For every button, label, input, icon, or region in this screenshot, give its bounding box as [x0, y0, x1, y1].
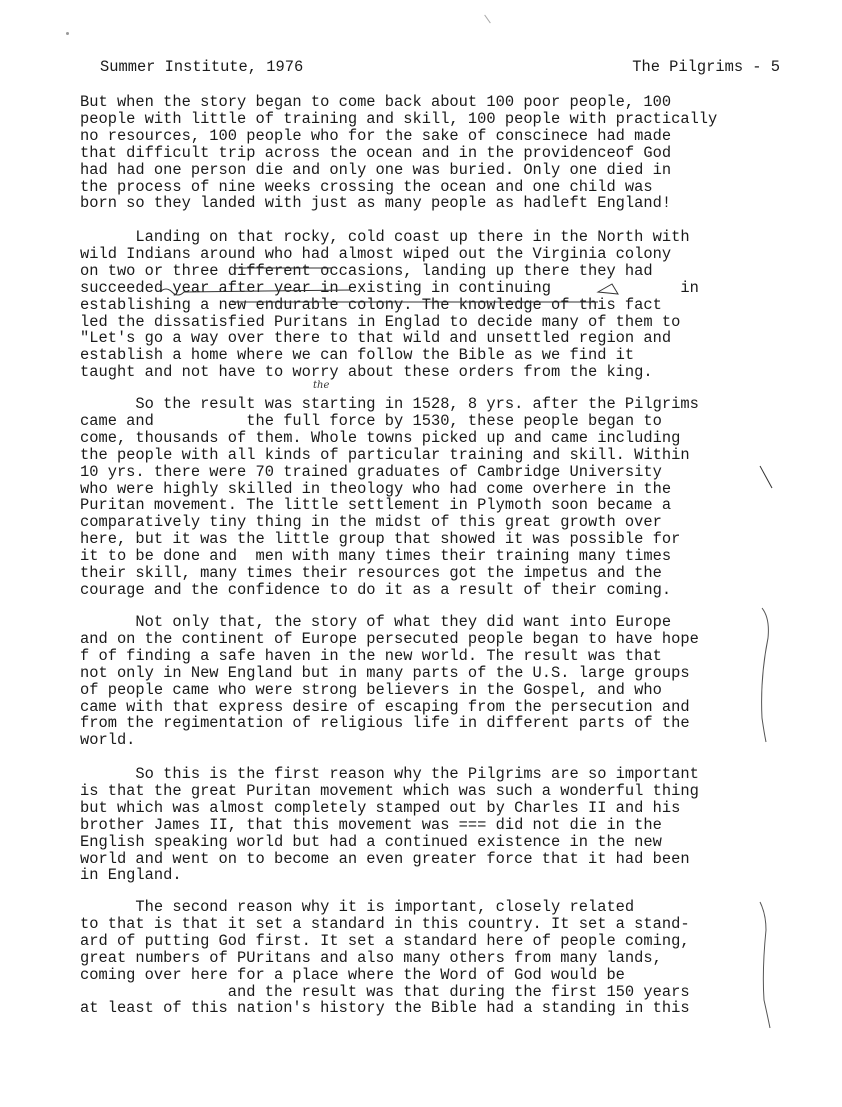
text-line: that difficult trip across the ocean and in the providenceof God: [80, 143, 672, 162]
speck-mark: [484, 15, 491, 24]
page-header: [100, 58, 780, 78]
text-line: Puritan movement. The little settlement in Plymoth soon became a: [80, 496, 672, 515]
text-line: 10 yrs. there were 70 trained graduates of Cambridge University: [80, 462, 662, 481]
text-line: comparatively tiny thing in the midst of this great growth over: [80, 513, 662, 532]
text-line: it to be done and men with many times their training many times: [80, 547, 672, 566]
text-line: English speaking world but had a continued existence in the new: [80, 832, 662, 851]
text-line: world and went on to become an even greater force that it had been: [80, 849, 690, 868]
text-line: wild Indians around who had almost wiped out the Virginia colony: [80, 244, 672, 263]
text-line: of people came who were strong believers in the Gospel, and who: [80, 680, 662, 699]
text-line: brother James II, that this movement was === did not die in the: [80, 815, 662, 834]
text-line: people with little of training and skill, 100 people with practically: [80, 109, 718, 128]
text-line: and on the continent of Europe persecuted people began to have hope: [80, 629, 699, 648]
text-line: their skill, many times their resources got the impetus and the: [80, 564, 662, 582]
text-line: f of finding a safe haven in the new world. The result was that: [80, 646, 662, 665]
text-line: born so they landed with just as many people as hadleft England!: [80, 194, 672, 213]
text-line: who were highly skilled in theology who had come overhere in the: [80, 479, 672, 498]
text-line: come, thousands of them. Whole towns picked up and came including: [80, 428, 681, 447]
text-line: Landing on that rocky, cold coast up there in the North with: [80, 228, 690, 246]
text-line: no resources, 100 people who for the sake of conscinece had made: [80, 126, 672, 145]
text-line: But when the story began to come back about 100 poor people, 100: [80, 93, 672, 111]
header-right: The Pilgrims - 5: [632, 58, 780, 76]
text-line: from the regimentation of religious life in different parts of the: [80, 714, 690, 733]
text-line: came with that express desire of escaping from the persecution and: [80, 697, 690, 716]
text-line: here, but it was the little group that showed it was possible for: [80, 530, 681, 549]
text-line: Not only that, the story of what they did want into Europe: [80, 613, 672, 631]
text-line: had had one person die and only one was buried. Only one died in: [80, 160, 672, 179]
text-line: establishing a new endurable colony. The knowledge of this fact: [80, 295, 662, 314]
text-line: and the result was that during the first 150 years: [80, 982, 690, 1001]
text-line: came and the full force by 1530, these people began to: [80, 411, 662, 430]
text-line: succeeded year after year in existing in continuing in: [80, 278, 699, 297]
text-line: in England.: [80, 866, 182, 885]
text-line: at least of this nation's history the Bible had a standing in this: [80, 999, 690, 1018]
text-line: ard of putting God first. It set a standard here of people coming,: [80, 931, 690, 950]
text-line: led the dissatisfied Puritans in Englad to decide many of them to: [80, 312, 681, 331]
text-line: is that the great Puritan movement which was such a wonderful thing: [80, 781, 699, 800]
text-line: "Let's go a way over there to that wild and unsettled region and: [80, 329, 672, 348]
text-line: coming over here for a place where the Word of God would be: [80, 965, 625, 984]
text-line: the people with all kinds of particular training and skill. Within: [80, 445, 690, 464]
text-line: taught and not have to worry about these orders from the king.: [80, 363, 653, 382]
text-line: world.: [80, 731, 136, 750]
handwritten-insert: the: [313, 380, 330, 391]
text-line: So this is the first reason why the Pilgrims are so important: [80, 765, 699, 783]
text-line: The second reason why it is important, closely related: [80, 898, 635, 916]
text-line: to that is that it set a standard in this country. It set a stand-: [80, 914, 690, 933]
text-line: establish a home where we can follow the Bible as we find it: [80, 346, 635, 365]
text-line: So the result was starting in 1528, 8 yrs. after the Pilgrims: [80, 395, 699, 413]
header-left: Summer Institute, 1976: [100, 58, 304, 76]
text-line: great numbers of PUritans and also many others from many lands,: [80, 948, 662, 967]
speck-mark: [66, 32, 69, 35]
text-line: on two or three different occasions, landing up there they had: [80, 261, 653, 280]
text-line: but which was almost completely stamped out by Charles II and his: [80, 798, 681, 817]
text-line: courage and the confidence to do it as a result of their coming.: [80, 580, 672, 599]
text-line: not only in New England but in many parts of the U.S. large groups: [80, 663, 690, 682]
text-line: the process of nine weeks crossing the ocean and one child was: [80, 177, 653, 196]
